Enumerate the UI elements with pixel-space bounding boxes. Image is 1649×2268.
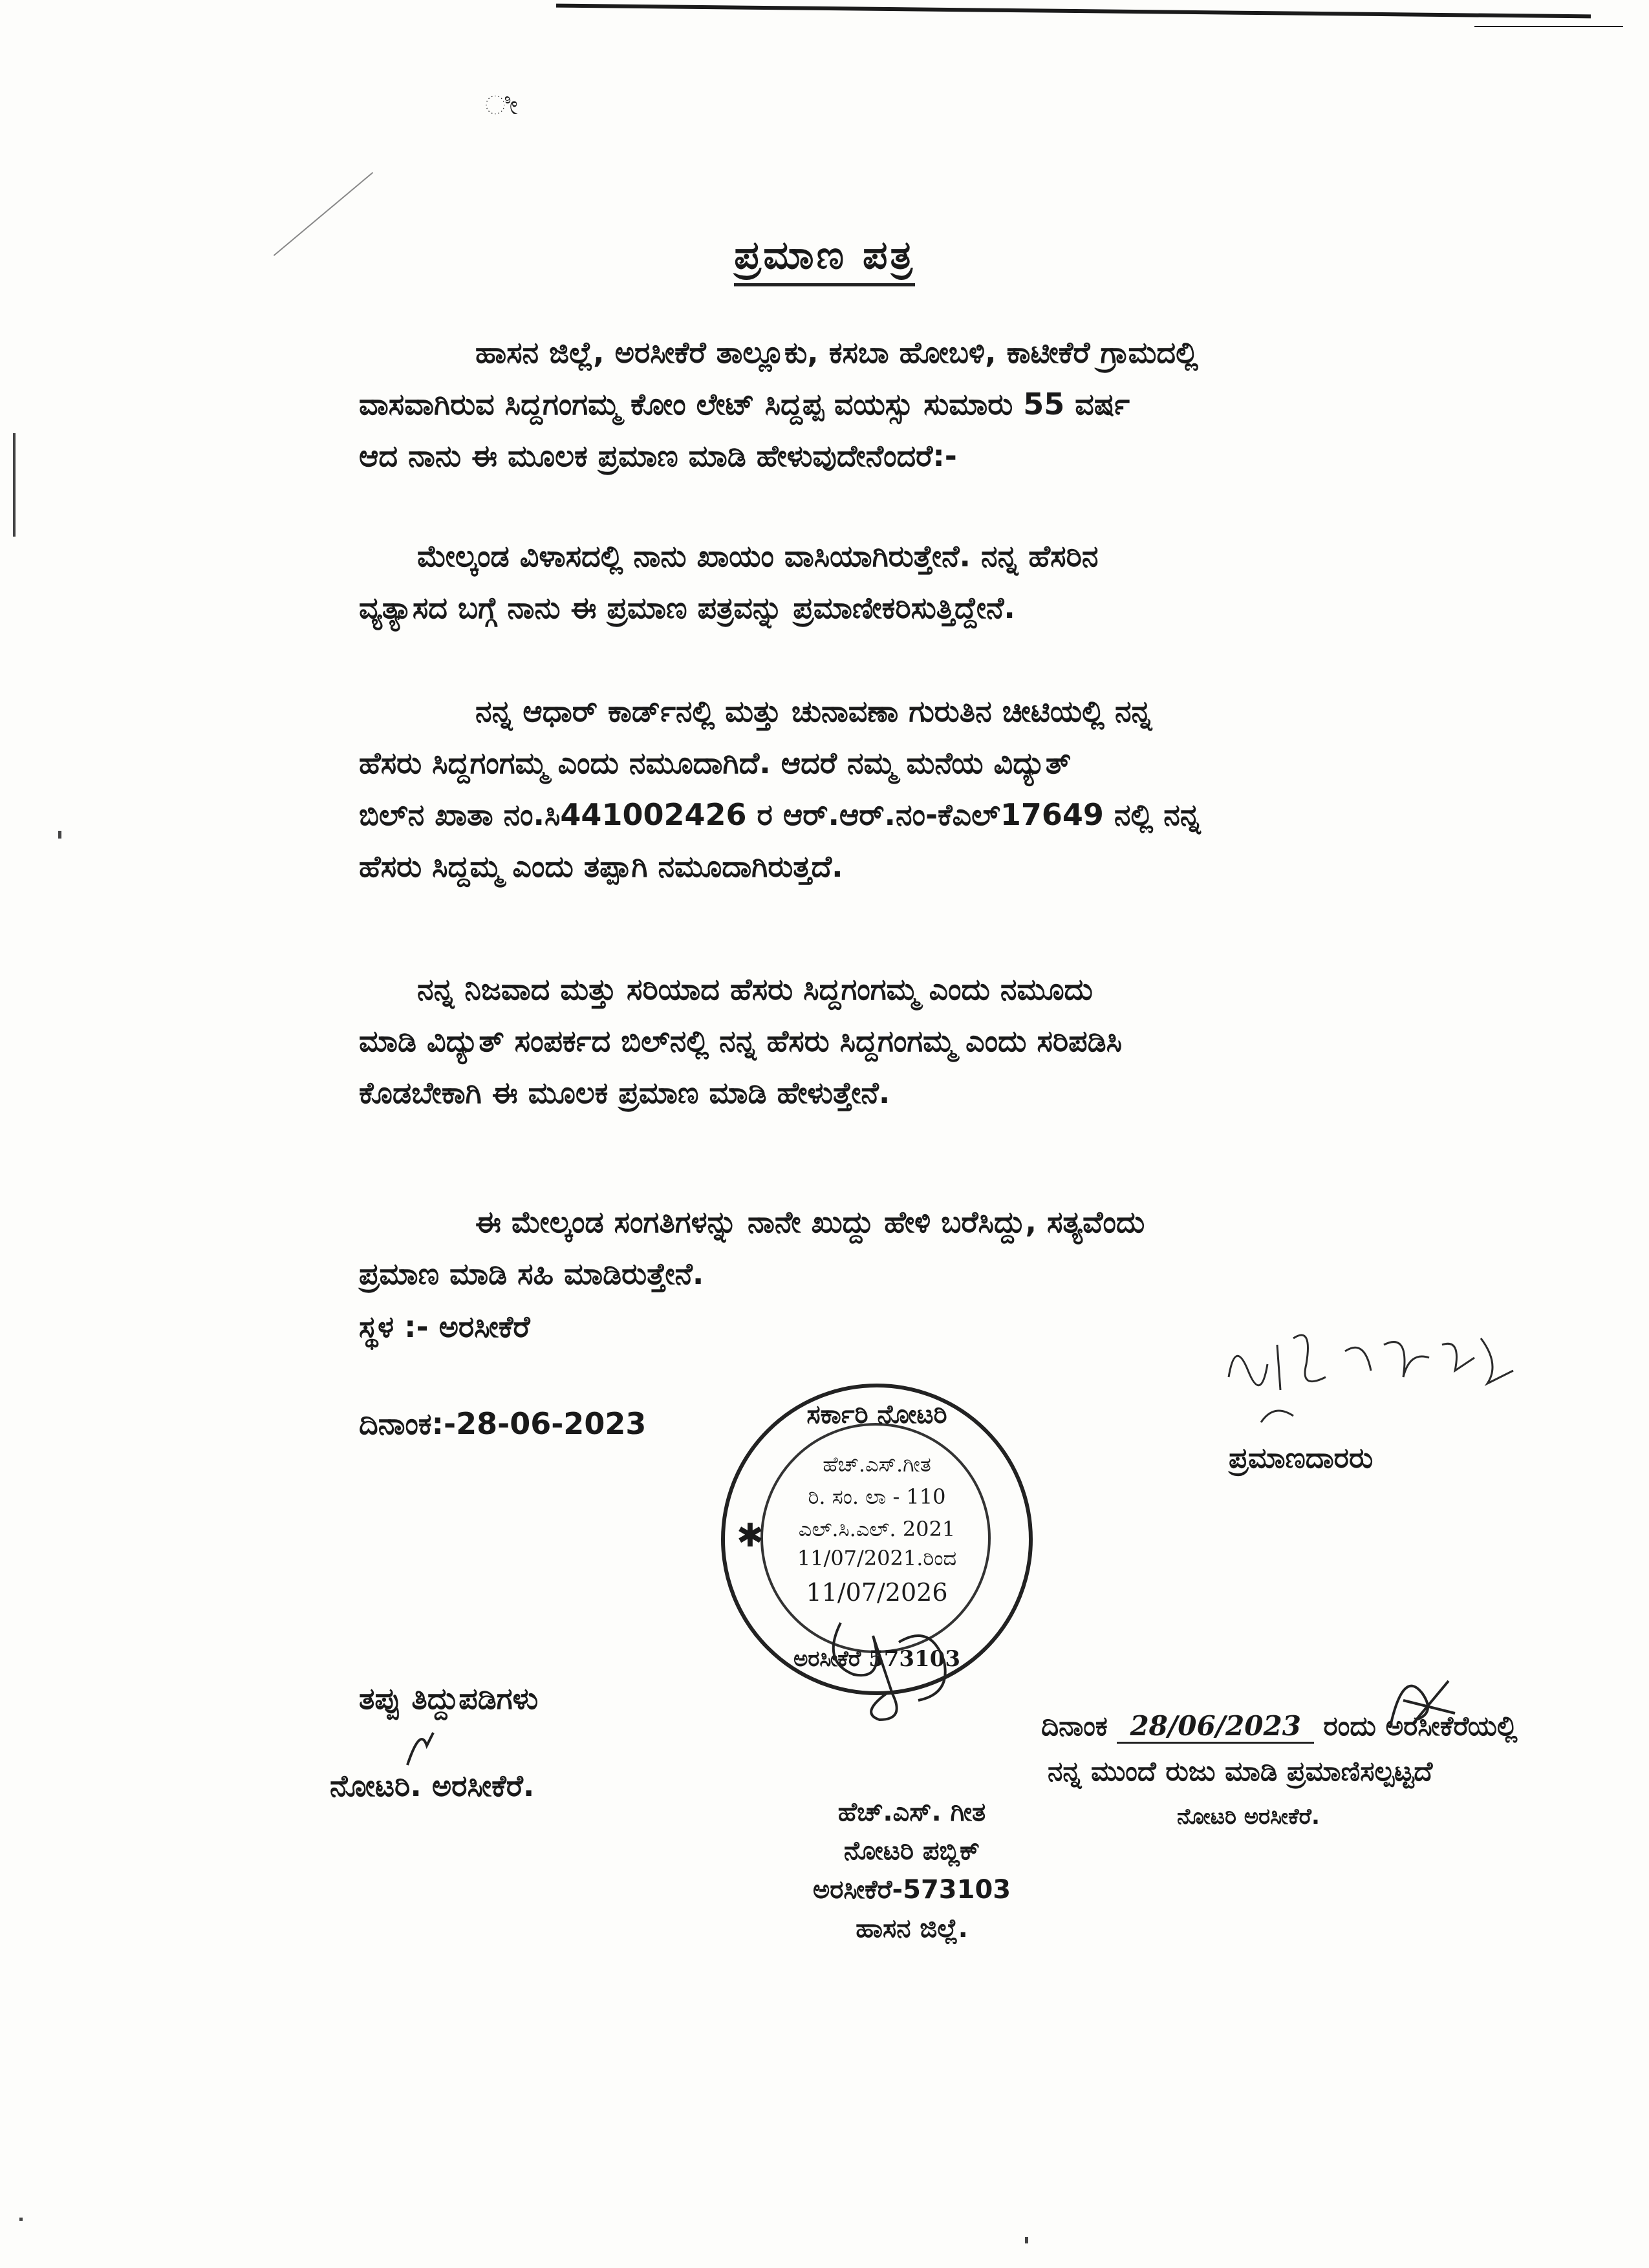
p5-line-1: ಈ ಮೇಲ್ಕಂಡ ಸಂಗತಿಗಳನ್ನು ನಾನೇ ಖುದ್ದು ಹೇಳಿ ಬರೆಸಿದ್ದು, ಸತ್ಯವೆಂದು xyxy=(475,1204,1145,1239)
paragraph-name-discrepancy xyxy=(359,685,1471,892)
attest-date-handwritten: 28/06/2023 xyxy=(1117,1710,1313,1744)
paragraph-declaration xyxy=(359,1196,1471,1300)
attest-date-suffix: ರಂದು ಅರಸೀಕೆರೆಯಲ್ಲಿ xyxy=(1323,1710,1518,1742)
notary-initials-svg xyxy=(815,1597,983,1726)
seal-outer-top-text: ಸರ್ಕಾರಿ ನೋಟರಿ xyxy=(806,1399,947,1429)
scan-speck xyxy=(1025,2237,1028,2243)
date-line: ದಿನಾಂಕ:-28-06-2023 xyxy=(359,1406,647,1441)
seal-name-text: ಹೆಚ್.ಎಸ್.ಗೀತ xyxy=(823,1452,931,1477)
p3-line-1: ನನ್ನ ಆಧಾರ್ ಕಾರ್ಡ್‌ನಲ್ಲಿ ಮತ್ತು ಚುನಾವಣಾ ಗುರುತಿನ ಚೀಟಿಯಲ್ಲಿ ನನ್ನ xyxy=(475,694,1152,729)
scan-speck xyxy=(58,831,61,839)
deponent-label: ಪ್ರಮಾಣದಾರರು xyxy=(1229,1442,1374,1475)
notary-title: ನೋಟರಿ ಪಬ್ಲಿಕ್ xyxy=(843,1836,980,1866)
document-title xyxy=(0,233,1649,278)
attest-line-2: ನನ್ನ ಮುಂದೆ ರುಜು ಮಾಡಿ ಪ್ರಮಾಣಿಸಲ್ಪಟ್ಟದೆ xyxy=(1048,1755,1433,1787)
seal-star-icon: ✱ xyxy=(737,1517,764,1554)
p3-line-2: ಹೆಸರು ಸಿದ್ದಗಂಗಮ್ಮ ಎಂದು ನಮೂದಾಗಿದೆ. ಆದರೆ ನಮ್ಮ ಮನೆಯ ವಿದ್ಯುತ್ xyxy=(359,745,1072,780)
corrections-signature-svg xyxy=(401,1720,453,1771)
corrections-label: ತಪ್ಪು ತಿದ್ದುಪಡಿಗಳು xyxy=(359,1681,539,1716)
left-margin-tick xyxy=(13,433,16,537)
paragraph-correction-request xyxy=(359,963,1471,1118)
p3-line-3: ಬಿಲ್‌ನ ಖಾತಾ ನಂ.ಸಿ441002426 ರ ಆರ್.ಆರ್.ನಂ-ಕೆಎಲ್17649 ನಲ್ಲಿ ನನ್ನ xyxy=(359,797,1201,832)
notary-signature-svg xyxy=(1377,1655,1468,1746)
p4-line-3: ಕೊಡಬೇಕಾಗಿ ಈ ಮೂಲಕ ಪ್ರಮಾಣ ಮಾಡಿ ಹೇಳುತ್ತೇನೆ. xyxy=(359,1075,890,1110)
p1-line-1: ಹಾಸನ ಜಿಲ್ಲೆ, ಅರಸೀಕೆರೆ ತಾಲ್ಲೂಕು, ಕಸಬಾ ಹೋಬಳಿ, ಕಾಟೀಕೆರೆ ಗ್ರಾಮದಲ್ಲಿ xyxy=(475,335,1198,370)
notary-signature xyxy=(1377,1655,1468,1746)
scan-edge-line-thin xyxy=(1474,26,1623,27)
p1-line-2: ವಾಸವಾಗಿರುವ ಸಿದ್ದಗಂಗಮ್ಮ ಕೋಂ ಲೇಟ್ ಸಿದ್ದಪ್ಪ ವಯಸ್ಸು ಸುಮಾರು 55 ವರ್ಷ xyxy=(359,387,1130,422)
notary-left-label: ನೋಟರಿ. ಅರಸೀಕೆರೆ. xyxy=(330,1768,535,1803)
paragraph-residence xyxy=(359,530,1471,634)
seal-bottom-text: ಅರಸೀಕೆರೆ 573103 xyxy=(793,1646,961,1672)
notary-district: ಹಾಸನ ಜಿಲ್ಲೆ. xyxy=(856,1914,968,1943)
attest-date-prefix: ದಿನಾಂಕ xyxy=(1041,1710,1108,1742)
deponent-signature-svg xyxy=(1216,1300,1539,1429)
p5-line-2: ಪ್ರಮಾಣ ಮಾಡಿ ಸಹಿ ಮಾಡಿರುತ್ತೇನೆ. xyxy=(359,1256,704,1291)
notary-city: ಅರಸೀಕೆರೆ-573103 xyxy=(812,1875,1011,1905)
notary-initials-scribble xyxy=(815,1597,983,1726)
title-text: ಪ್ರಮಾಣ ಪತ್ರ xyxy=(734,233,915,286)
paragraph-intro xyxy=(359,326,1471,482)
p4-line-1: ನನ್ನ ನಿಜವಾದ ಮತ್ತು ಸರಿಯಾದ ಹೆಸರು ಸಿದ್ದಗಂಗಮ್ಮ ಎಂದು ನಮೂದು xyxy=(417,972,1093,1007)
seal-lc-text: ಎಲ್.ಸಿ.ಎಲ್. 2021 xyxy=(798,1517,956,1541)
seal-from-text: 11/07/2021.ರಿಂದ xyxy=(797,1546,957,1570)
seal-reg-text: ರಿ. ಸಂ. ಲಾ - 110 xyxy=(808,1484,946,1509)
seal-to-text: 11/07/2026 xyxy=(806,1578,948,1607)
p1-line-3: ಆದ ನಾನು ಈ ಮೂಲಕ ಪ್ರಮಾಣ ಮಾಡಿ ಹೇಳುವುದೇನೆಂದರೆ:- xyxy=(359,438,957,473)
p3-line-4: ಹೆಸರು ಸಿದ್ದಮ್ಮ ಎಂದು ತಪ್ಪಾಗಿ ನಮೂದಾಗಿರುತ್ತದೆ. xyxy=(359,849,843,884)
deponent-signature xyxy=(1216,1300,1539,1429)
attest-line-3: ನೋಟರಿ ಅರಸೀಕೆರೆ. xyxy=(1177,1804,1320,1830)
corrections-signature xyxy=(401,1720,453,1771)
scan-speck xyxy=(19,2218,23,2221)
scan-edge-line xyxy=(556,4,1591,19)
place-line: ಸ್ಥಳ :- ಅರಸೀಕೆರೆ xyxy=(359,1309,530,1344)
p2-line-1: ಮೇಲ್ಕಂಡ ವಿಳಾಸದಲ್ಲಿ ನಾನು ಖಾಯಂ ವಾಸಿಯಾಗಿರುತ್ತೇನೆ. ನನ್ನ ಹೆಸರಿನ xyxy=(417,539,1099,573)
notary-name: ಹೆಚ್.ಎಸ್. ಗೀತ xyxy=(837,1797,986,1827)
p2-line-2: ವ್ಯತ್ಯಾಸದ ಬಗ್ಗೆ ನಾನು ಈ ಪ್ರಮಾಣ ಪತ್ರವನ್ನು ಪ್ರಮಾಣೀಕರಿಸುತ್ತಿದ್ದೇನೆ. xyxy=(359,590,1015,625)
p4-line-2: ಮಾಡಿ ವಿದ್ಯುತ್ ಸಂಪರ್ಕದ ಬಿಲ್‌ನಲ್ಲಿ ನನ್ನ ಹೆಸರು ಸಿದ್ದಗಂಗಮ್ಮ ಎಂದು ಸರಿಪಡಿಸಿ xyxy=(359,1023,1123,1058)
corner-mark: ೀ xyxy=(485,91,518,120)
